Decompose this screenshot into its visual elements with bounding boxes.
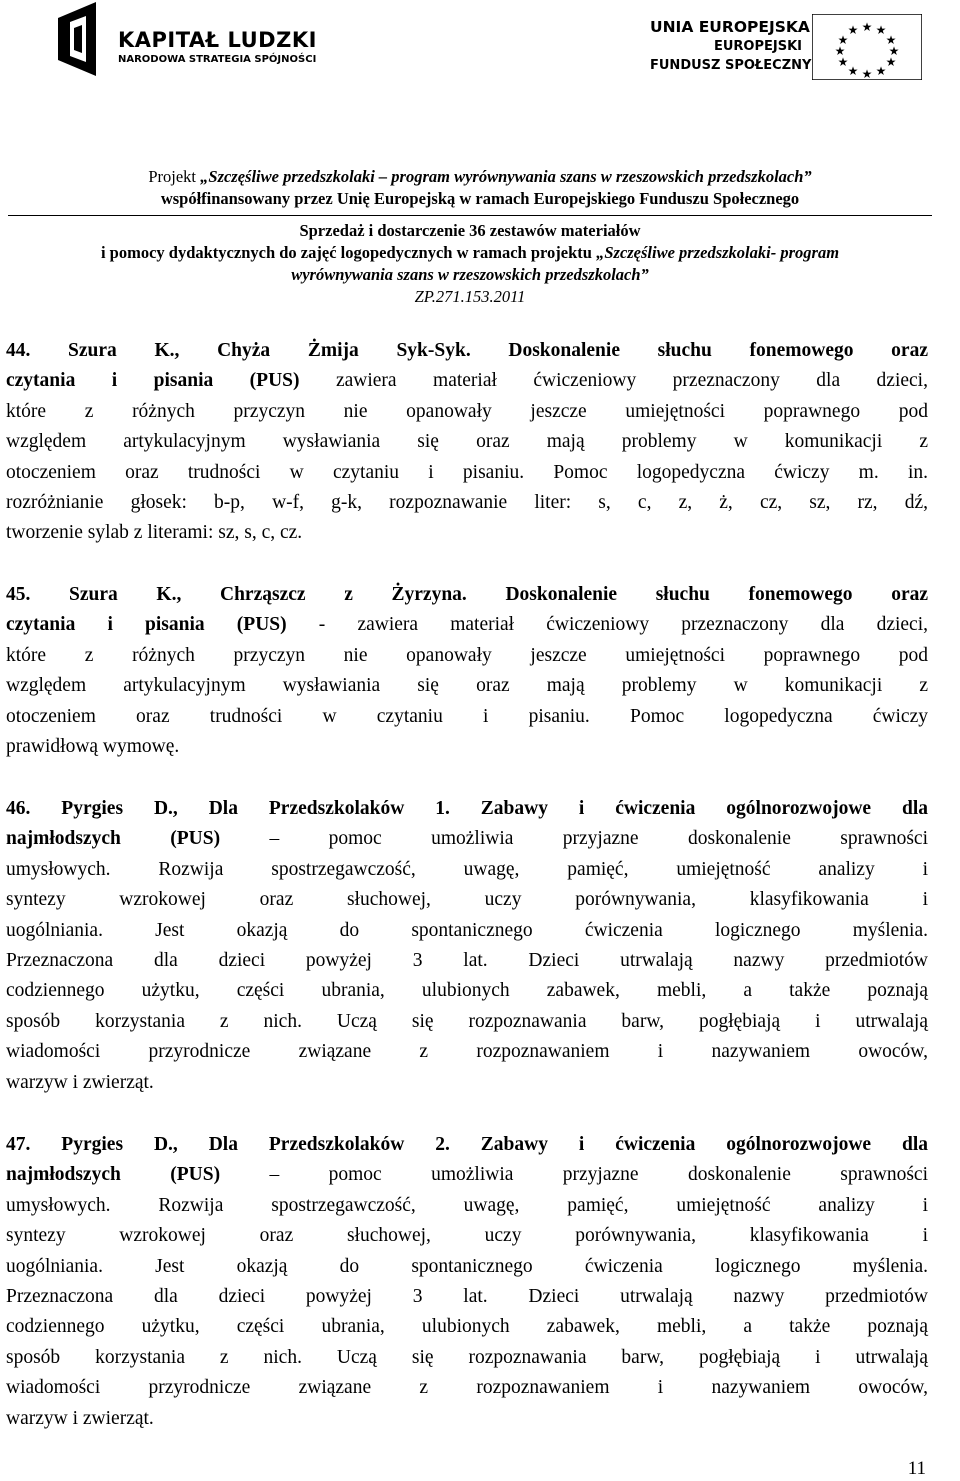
entry-line: warzyw i zwierząt.	[6, 1071, 154, 1093]
eu-logo-text	[650, 18, 812, 75]
entry-line: 46. Pyrgies D., Dla Przedszkolaków 1. Zabawy i ćwiczenia ogólnorozwojowe dla	[6, 798, 928, 819]
entry-line: codziennego użytku, części ubrania, ulubionych zabawek, mebli, a także poznają	[6, 1316, 928, 1338]
svg-text:★: ★	[847, 23, 859, 37]
tender-reference-number: ZP.271.153.2011	[414, 287, 526, 306]
tender-title-line2	[0, 242, 940, 264]
entry-line: codziennego użytku, części ubrania, ulubionych zabawek, mebli, a także poznają	[6, 980, 928, 1002]
eu-flag-icon	[812, 14, 922, 80]
entry-line: prawidłową wymowę.	[6, 736, 180, 758]
entry-line: sposób korzystania z nich. Uczą się rozpoznawania barw, pogłębiają i utrwalają	[6, 1010, 928, 1032]
eu-logo-line2: EUROPEJSKI	[713, 39, 802, 54]
eu-logo-line3: FUNDUSZ SPOŁECZNY	[650, 58, 812, 73]
entry-line: otoczeniem oraz trudności w czytaniu i pisaniu. Pomoc logopedyczna ćwiczy	[6, 705, 928, 727]
catalog-entry-46	[6, 794, 928, 1098]
project-title-line	[0, 166, 960, 188]
entry-line: względem artykulacyjnym wysławiania się oraz mają problemy w komunikacji z	[6, 675, 928, 697]
kapital-ludzki-emblem-icon	[56, 0, 116, 78]
svg-text:★: ★	[837, 33, 849, 47]
svg-text:★: ★	[834, 44, 846, 58]
svg-text:★: ★	[888, 44, 900, 58]
entry-line: wiadomości przyrodnicze związane z rozpoznawaniem i nazywaniem owoców,	[6, 1377, 928, 1399]
eu-logo	[650, 8, 950, 88]
entry-line: syntezy wzrokowej oraz słuchowej, uczy porównywania, klasyfikowania i	[6, 1225, 928, 1247]
kapital-ludzki-logo	[56, 0, 317, 80]
entry-line: najmłodszych (PUS) – pomoc umożliwia przyjazne doskonalenie sprawności	[6, 828, 928, 850]
entry-line: czytania i pisania (PUS) zawiera materiał ćwiczeniowy przeznaczony dla dzieci,	[6, 370, 928, 392]
entry-line: otoczeniem oraz trudności w czytaniu i pisaniu. Pomoc logopedyczna ćwiczy m. in.	[6, 461, 928, 483]
catalog-entry-47	[6, 1130, 928, 1434]
entry-line: które z różnych przyczyn nie opanowały jeszcze umiejętności poprawnego pod	[6, 644, 928, 666]
tender-title-prefix: i pomocy dydaktycznych do zajęć logopedycznych w ramach projektu	[100, 243, 597, 262]
entry-line: umysłowych. Rozwija spostrzegawczość, uwagę, pamięć, umiejętność analizy i	[6, 858, 928, 880]
svg-text:★: ★	[861, 67, 873, 80]
header-divider	[8, 215, 932, 216]
svg-text:★: ★	[885, 55, 897, 69]
tender-project-name-part1: „Szczęśliwe przedszkolaki- program	[596, 243, 840, 262]
catalog-entry-45	[6, 580, 928, 762]
entry-line: tworzenie sylab z literami: sz, s, c, cz.	[6, 522, 303, 544]
entry-line: uogólniania. Jest okazją do spontanicznego ćwiczenia logicznego myślenia.	[6, 919, 928, 941]
entry-line: warzyw i zwierząt.	[6, 1407, 154, 1429]
entry-line: sposób korzystania z nich. Uczą się rozpoznawania barw, pogłębiają i utrwalają	[6, 1346, 928, 1368]
svg-text:★: ★	[847, 64, 859, 78]
entry-line: 45. Szura K., Chrząszcz z Żyrzyna. Doskonalenie słuchu fonemowego oraz	[6, 584, 928, 605]
project-name: „Szczęśliwe przedszkolaki – program wyrównywania szans w rzeszowskich przedszkolach”	[200, 167, 812, 186]
svg-text:★: ★	[885, 33, 897, 47]
entry-line: które z różnych przyczyn nie opanowały jeszcze umiejętności poprawnego pod	[6, 400, 928, 422]
tender-project-name-part2: wyrównywania szans w rzeszowskich przedszkolach”	[291, 265, 649, 284]
tender-title-line3	[0, 264, 940, 286]
entry-line: najmłodszych (PUS) – pomoc umożliwia przyjazne doskonalenie sprawności	[6, 1164, 928, 1186]
entry-line: umysłowych. Rozwija spostrzegawczość, uwagę, pamięć, umiejętność analizy i	[6, 1194, 928, 1216]
catalog-entry-44	[6, 336, 928, 549]
entry-line: 44. Szura K., Chyża Żmija Syk-Syk. Doskonalenie słuchu fonemowego oraz	[6, 340, 928, 361]
project-header	[0, 166, 960, 210]
entry-line: Przeznaczona dla dzieci powyżej 3 lat. Dzieci utrwalają nazwy przedmiotów	[6, 1286, 928, 1308]
svg-text:★: ★	[861, 20, 873, 34]
svg-text:★: ★	[837, 55, 849, 69]
kapital-ludzki-title: KAPITAŁ LUDZKI	[118, 28, 317, 52]
tender-header	[0, 220, 940, 308]
entry-line: czytania i pisania (PUS) - zawiera materiał ćwiczeniowy przeznaczony dla dzieci,	[6, 614, 928, 636]
entry-line: rozróżnianie głosek: b-p, w-f, g-k, rozpoznawanie liter: s, c, z, ż, cz, sz, rz, dź,	[6, 492, 928, 514]
entry-line: względem artykulacyjnym wysławiania się oraz mają problemy w komunikacji z	[6, 431, 928, 453]
svg-text:★: ★	[875, 64, 887, 78]
entry-line: 47. Pyrgies D., Dla Przedszkolaków 2. Zabawy i ćwiczenia ogólnorozwojowe dla	[6, 1134, 928, 1155]
entry-line: syntezy wzrokowej oraz słuchowej, uczy porównywania, klasyfikowania i	[6, 889, 928, 911]
eu-logo-line1: UNIA EUROPEJSKA	[650, 18, 810, 36]
page-number: 11	[907, 1458, 926, 1479]
project-label: Projekt	[148, 167, 201, 186]
tender-title-line1: Sprzedaż i dostarczenie 36 zestawów materiałów	[299, 221, 641, 240]
entry-line: uogólniania. Jest okazją do spontanicznego ćwiczenia logicznego myślenia.	[6, 1255, 928, 1277]
cofinancing-line: współfinansowany przez Unię Europejską w ramach Europejskiego Funduszu Społecznego	[160, 189, 800, 208]
kapital-ludzki-subtitle: NARODOWA STRATEGIA SPÓJNOŚCI	[118, 54, 317, 65]
entry-line: wiadomości przyrodnicze związane z rozpoznawaniem i nazywaniem owoców,	[6, 1041, 928, 1063]
entry-line: Przeznaczona dla dzieci powyżej 3 lat. Dzieci utrwalają nazwy przedmiotów	[6, 950, 928, 972]
svg-text:★: ★	[875, 23, 887, 37]
